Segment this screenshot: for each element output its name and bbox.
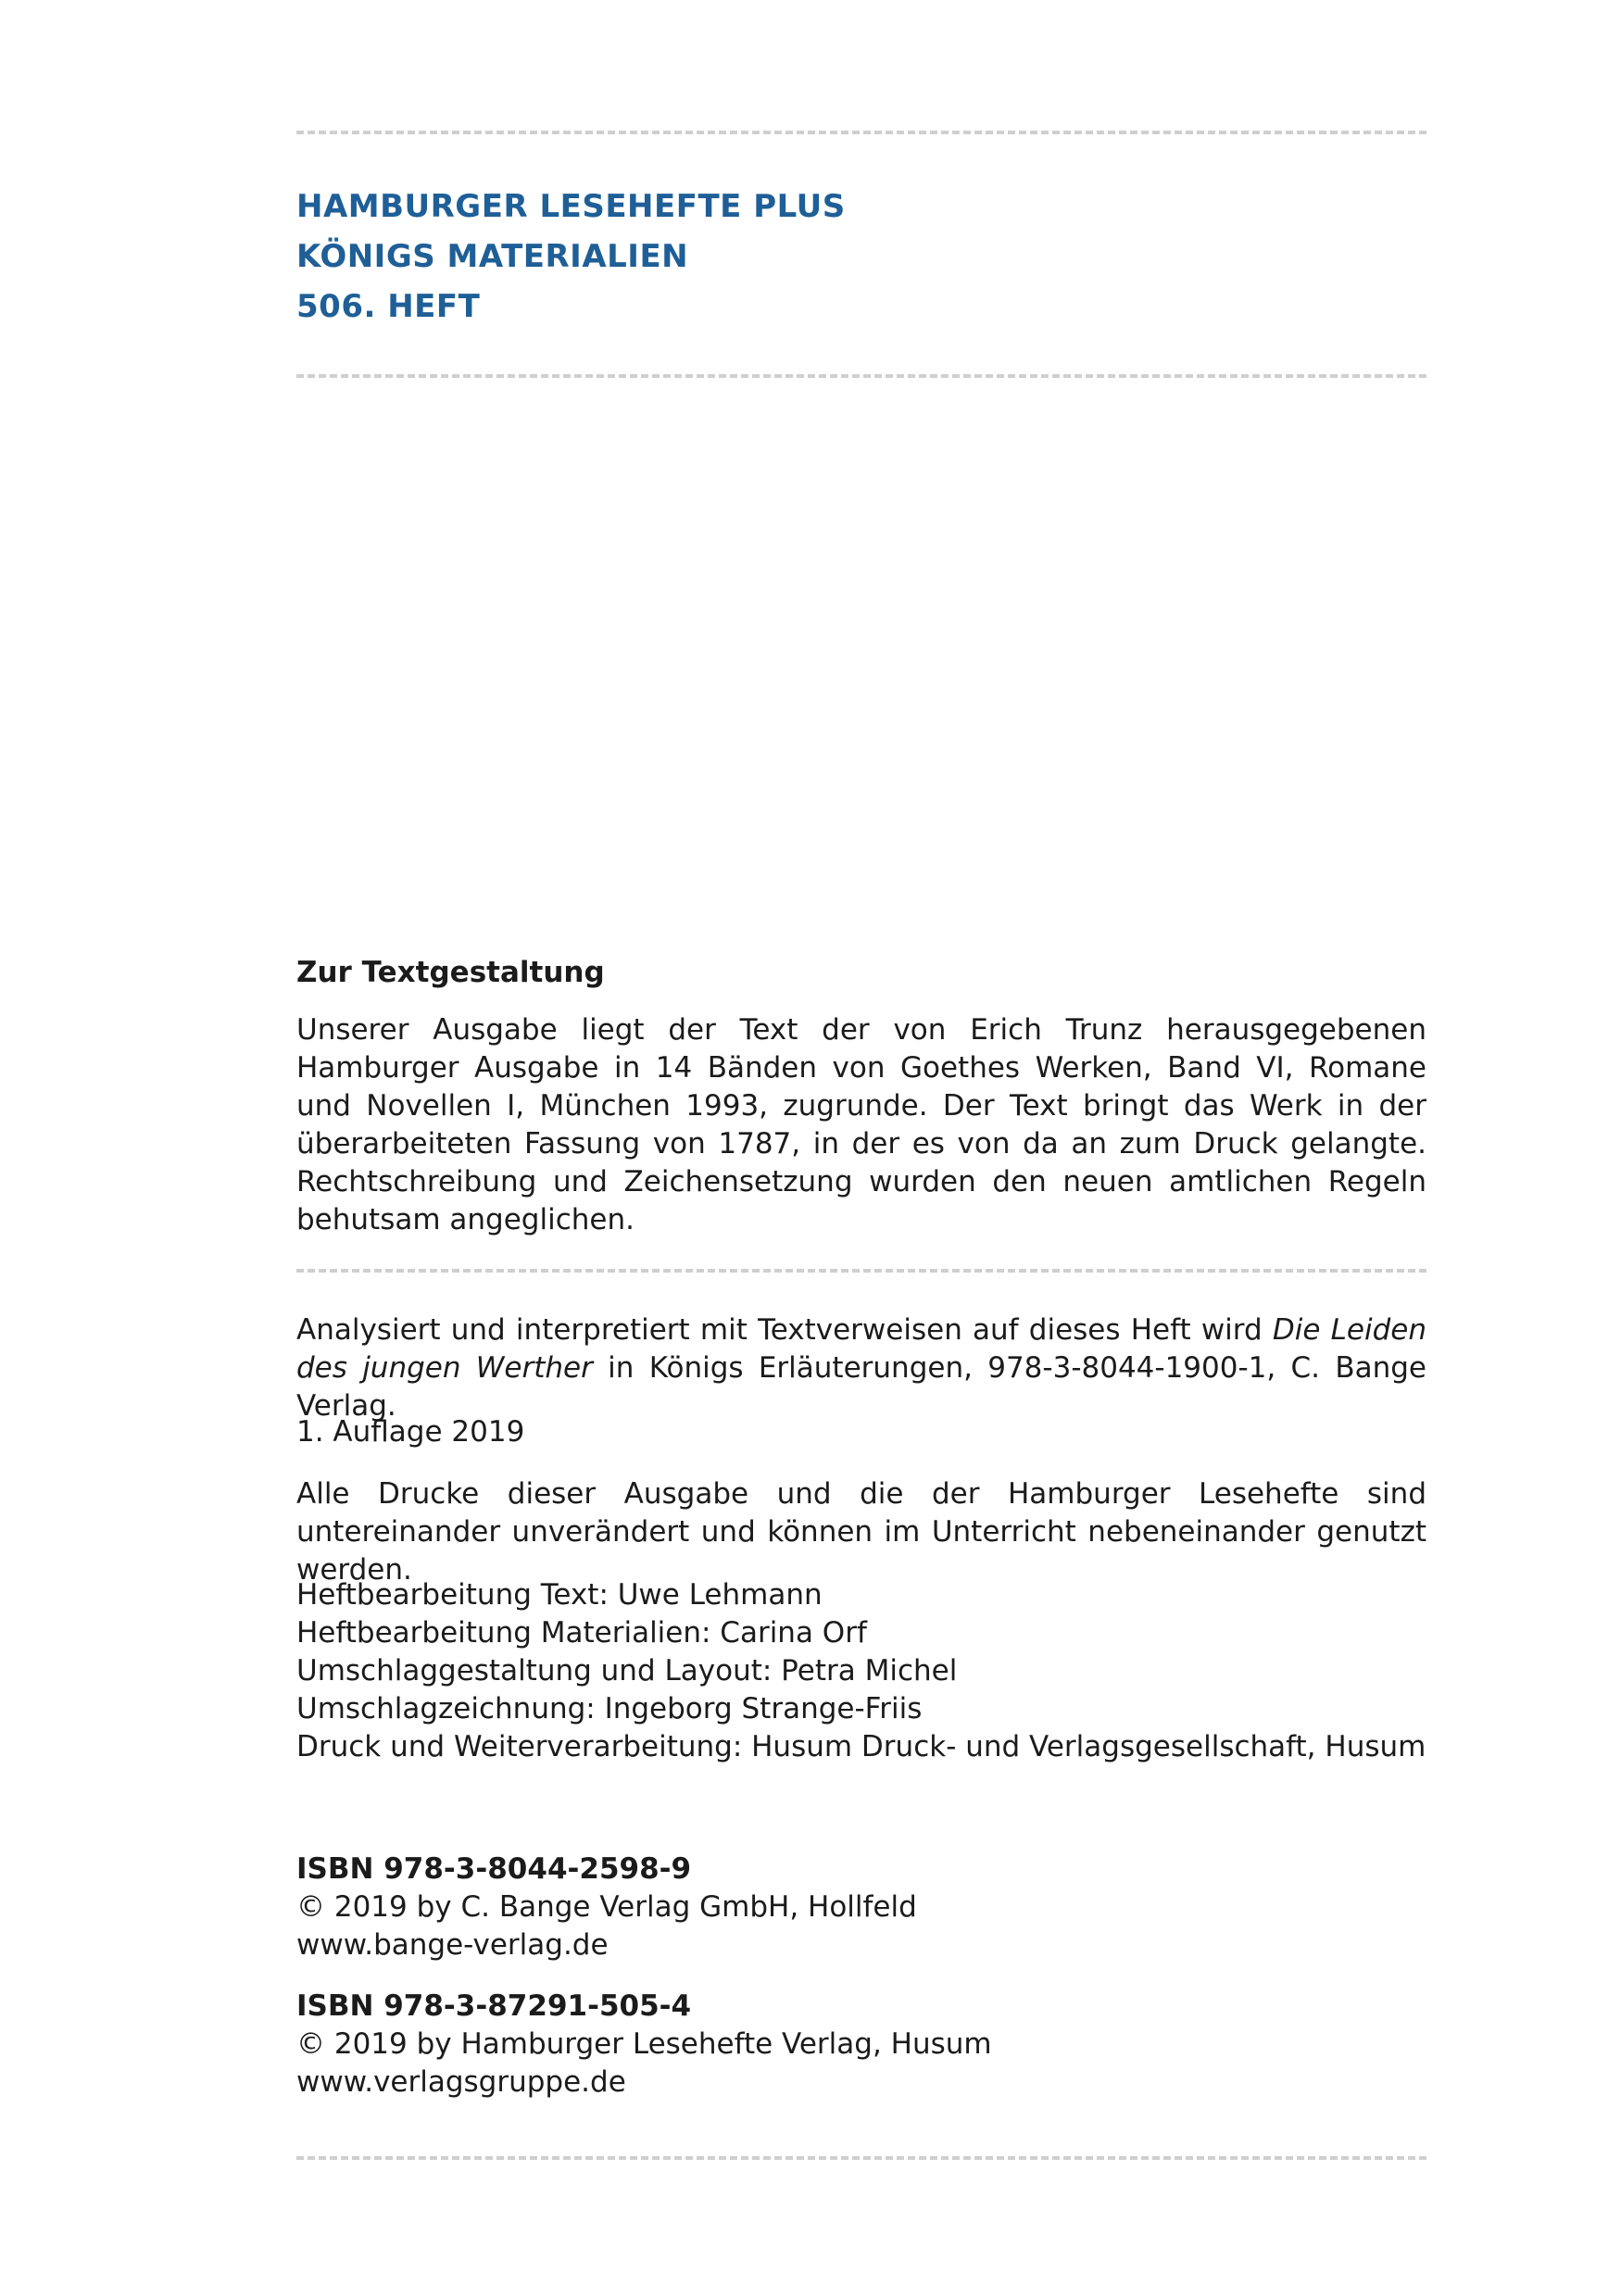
drucke-text: Alle Drucke dieser Ausgabe und die der Hamburger Lesehefte sind untereinander unverändert und können im Unterricht nebeneinander genutzt werden. (296, 1477, 1426, 1587)
analyse-note (296, 1311, 1426, 1425)
series-title (296, 182, 846, 332)
credit-line: Umschlaggestaltung und Layout: Petra Michel (296, 1654, 958, 1687)
copyright-bange: © 2019 by C. Bange Verlag GmbH, Hollfeld (296, 1890, 917, 1924)
credit-line: Umschlagzeichnung: Ingeborg Strange-Friis (296, 1692, 923, 1725)
textgestaltung-heading: Zur Textgestaltung (296, 956, 605, 989)
publisher-bange (296, 1851, 1426, 1964)
analyse-post: in Königs Erläuterungen, 978-3-8044-1900-1, C. Bange Verlag. (296, 1351, 1426, 1423)
series-line-2: KÖNIGS MATERIALIEN (296, 238, 689, 275)
divider-middle (296, 1269, 1426, 1273)
series-line-3: 506. HEFT (296, 288, 481, 325)
analyse-title: Die Leiden des jungen Werther (296, 1313, 1426, 1385)
analyse-pre: Analysiert und interpretiert mit Textverweisen auf dieses Heft wird (296, 1313, 1273, 1347)
credit-line: Heftbearbeitung Text: Uwe Lehmann (296, 1578, 823, 1612)
isbn-bange: ISBN 978-3-8044-2598-9 (296, 1852, 692, 1886)
credit-line: Druck und Weiterverarbeitung: Husum Druck- und Verlagsgesellschaft, Husum (296, 1730, 1426, 1763)
credits-list (296, 1576, 1426, 1766)
series-line-1: HAMBURGER LESEHEFTE PLUS (296, 188, 846, 225)
divider-top (296, 131, 1426, 134)
credit-line: Heftbearbeitung Materialien: Carina Orf (296, 1616, 867, 1650)
textgestaltung-section (296, 954, 1426, 1239)
website-bange: www.bange-verlag.de (296, 1928, 609, 1962)
isbn-hamburger: ISBN 978-3-87291-505-4 (296, 1989, 692, 2023)
textgestaltung-body: Unserer Ausgabe liegt der Text der von Erich Trunz herausgegebenen Hamburger Ausgabe in 14 Bänden von Goethes Werken, Band VI, Romane und Novellen I, München 1993, zugrunde. Der Text bringt das Werk in der überarbeiteten Fassung von 1787, in der es von da an zum Druck gelangte. Rechtschreibung und Zeichensetzung wurden den neuen amtlichen Regeln behutsam angeglichen. (296, 1013, 1426, 1236)
website-hamburger: www.verlagsgruppe.de (296, 2065, 626, 2099)
divider-series (296, 374, 1426, 378)
publisher-hamburger (296, 1988, 1426, 2102)
divider-bottom (296, 2156, 1426, 2160)
drucke-note (296, 1475, 1426, 1589)
auflage: 1. Auflage 2019 (296, 1415, 525, 1449)
copyright-hamburger: © 2019 by Hamburger Lesehefte Verlag, Husum (296, 2027, 992, 2061)
analyse-text (296, 1311, 1426, 1425)
